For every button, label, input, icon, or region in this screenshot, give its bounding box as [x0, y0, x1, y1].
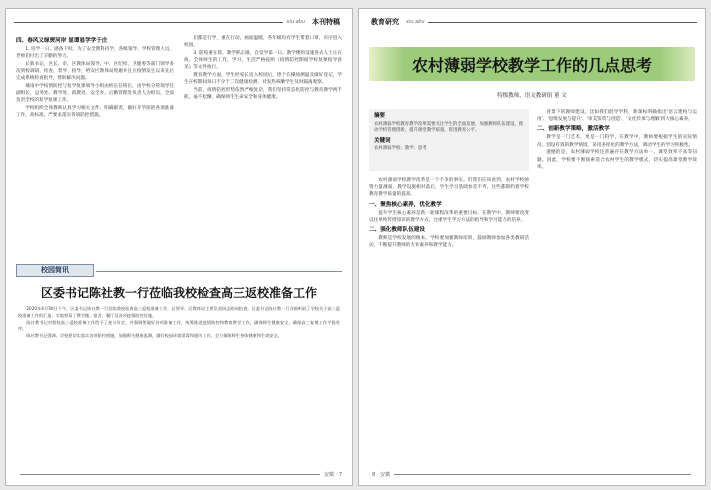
right-page-header [367, 15, 697, 29]
page-number: · 8 · 安徽 [369, 471, 391, 478]
left-column-2 [184, 35, 342, 260]
left-page-footer [16, 469, 342, 479]
right-page [358, 8, 706, 486]
paragraph: 当前，疫情防控形势依然严峻复杂，我们坚持常态化防控与教育教学两手抓，毫不松懈，确保师生生命安全和身体健康。 [184, 87, 342, 101]
paragraph: 1. 培学一日、感备下时。为了安全教科持学，各级领导、学校管理人员，老师们付出了辛勤的努力。 [16, 47, 174, 60]
paragraph: 3. 防疫重在抓、教学抓正做、自觉学第一日。教学楼的设施各式人士正在执、全体师生的工作，学习，生活严格按照《疫情防控期间学校复课指导意见》等文件执行。 [184, 50, 342, 71]
footer-rule [394, 474, 691, 475]
header-section-title: 本刊特稿 [312, 18, 340, 26]
section-divider [96, 271, 342, 272]
header-rule [14, 22, 283, 23]
paragraph: 2020年4月30日下午，区委书记陈社教一行莅临我校检查高三返校准备工作，区领导、区教体局主要负责同志陪同检查。区委书记陈社教一行详细听取了学校关于高三返校准备工作的汇报，实地察看了教学楼、宿舍、餐厅及各项疫情防控设施。 [18, 306, 340, 318]
article-title: 农村薄弱学校教学工作的几点思考 [411, 56, 652, 75]
section-heading: 一、聚焦核心素养，优化教学 [369, 201, 442, 208]
right-page-footer [369, 469, 695, 479]
right-column-1 [369, 177, 529, 467]
paragraph: 陈社教书记强调，学校要切实落实各项防控措施，加强师生健康监测，做好校园环境消毒和通风工作，全力保障师生身体健康和生命安全。 [26, 333, 282, 339]
paragraph: 提升学生核心素养是新一轮课程改革的重要目标。在教学中，教师要改变以往单纯传授知识的教学方式，注重学生学习方法的指导和学习能力的培养。 [369, 210, 529, 223]
header-rule [428, 22, 697, 23]
left-page-header [14, 15, 344, 29]
paragraph: 城南中学疫情防控与复学复课领导小组由校长任组长，由学校分管领导任副组长，总务处、教导处、政教处、安全办、后勤管理处负责人为组员，全面负责全校的复学复课工作。 [16, 84, 174, 104]
section-heading: 二、创新教学策略，激活教学 [537, 126, 610, 133]
page-number: 安徽 · 7 [324, 471, 342, 478]
section-tag-campus-news: 校园简讯 [16, 264, 94, 277]
abstract-heading: 摘要 [374, 113, 386, 119]
left-page [5, 8, 353, 486]
keywords-text: 农村薄弱学校；教学；思考 [374, 146, 427, 152]
paragraph: 农村薄弱学校教学改革是一个不争的事实。但我们应该看到，农村学校师资力量薄弱，教学设施相对落后，学生学习基础参差不齐，这些都制约着学校教育教学质量的提高。 [369, 178, 529, 198]
paragraph: 教师是学校发展的根本。学校要加强教师培训，鼓励教师参加各类教研活动，不断提升教师的专业素养和教学能力。 [369, 236, 529, 249]
paragraph: 陈社教书记对我校高三返校准备工作给予了充分肯定，并强调要做好各项准备工作，统筹推进疫情防控和教育教学工作，确保师生健康安全，确保高三复课工作平稳有序。 [18, 319, 340, 332]
paragraph: 长新书记、区长、市、区教体局领导，中、区纪检、卫健委等部门领导多次到校调研、检查、督导、指导，给安区教体局致谢并且在疫情发生以来先后完成系统检查指导，帮助解决问题。 [16, 61, 174, 82]
paragraph: 背景下的教师建设，比如我们倡导学科，新课标明确指出'语言建构与运用'、'思维发展与提升'、'审美鉴赏与创造'、'文化传承与理解'四大核心素养。 [537, 110, 697, 123]
author-line: 特级教师、语文教研组 董 文 [497, 93, 567, 99]
paragraph: 教学是一门艺术，更是一门科学。在教学中，教师要根据学生的实际情况，创设有效的教学情境，采用多样化的教学方法，调动学生的学习积极性。 [537, 135, 697, 148]
abstract-text: 农村薄弱学校教育教学改革需要关注学生的全面发展，加强教师队伍建设，推动学校管理创新，提升课堂教学质量，促进教育公平。 [374, 121, 524, 134]
keywords-heading: 关键词 [374, 137, 391, 144]
left-column-1 [16, 35, 174, 260]
news-title: 区委书记陈社教一行莅临我校检查高三返校准备工作 [40, 286, 317, 300]
header-subtitle: xiu abu [406, 19, 425, 25]
paragraph: 们都是行学，重在行动。画面温暖，各年级均有学生带着口罩，有序进入校园。 [184, 36, 342, 49]
abstract-box [369, 109, 529, 171]
right-column-2 [537, 109, 697, 467]
footer-rule [20, 474, 320, 475]
paragraph: 遗憾的是，农村薄弱学校还普遍存在教学方法单一、课堂效率不高等问题。因此，学校要不断探索适合农村学生的教学模式，切实提高课堂教学效率。 [537, 150, 697, 170]
paragraph: 学校组织全体教师认真学习相关文件，明确职责，做好开学前的各项准备工作，高标准、严要求落实各项防控措施。 [16, 106, 174, 119]
paragraph: 教育教学方面，学生经家长送入校园后，逐个在操场测温及做好登记，学生在校期间每日不少于三次健康检测，对发热咳嗽学生及时隔离观察。 [184, 73, 342, 86]
article-heading: 四、春风又绿贾河岸 显谭显学学于庄 [16, 38, 108, 44]
title-banner [369, 47, 695, 81]
news-body [18, 306, 340, 456]
header-subtitle: xiu abu [286, 19, 305, 25]
header-section-title: 教育研究 [371, 18, 399, 26]
section-heading: 二、强化教师队伍建设 [369, 227, 425, 234]
